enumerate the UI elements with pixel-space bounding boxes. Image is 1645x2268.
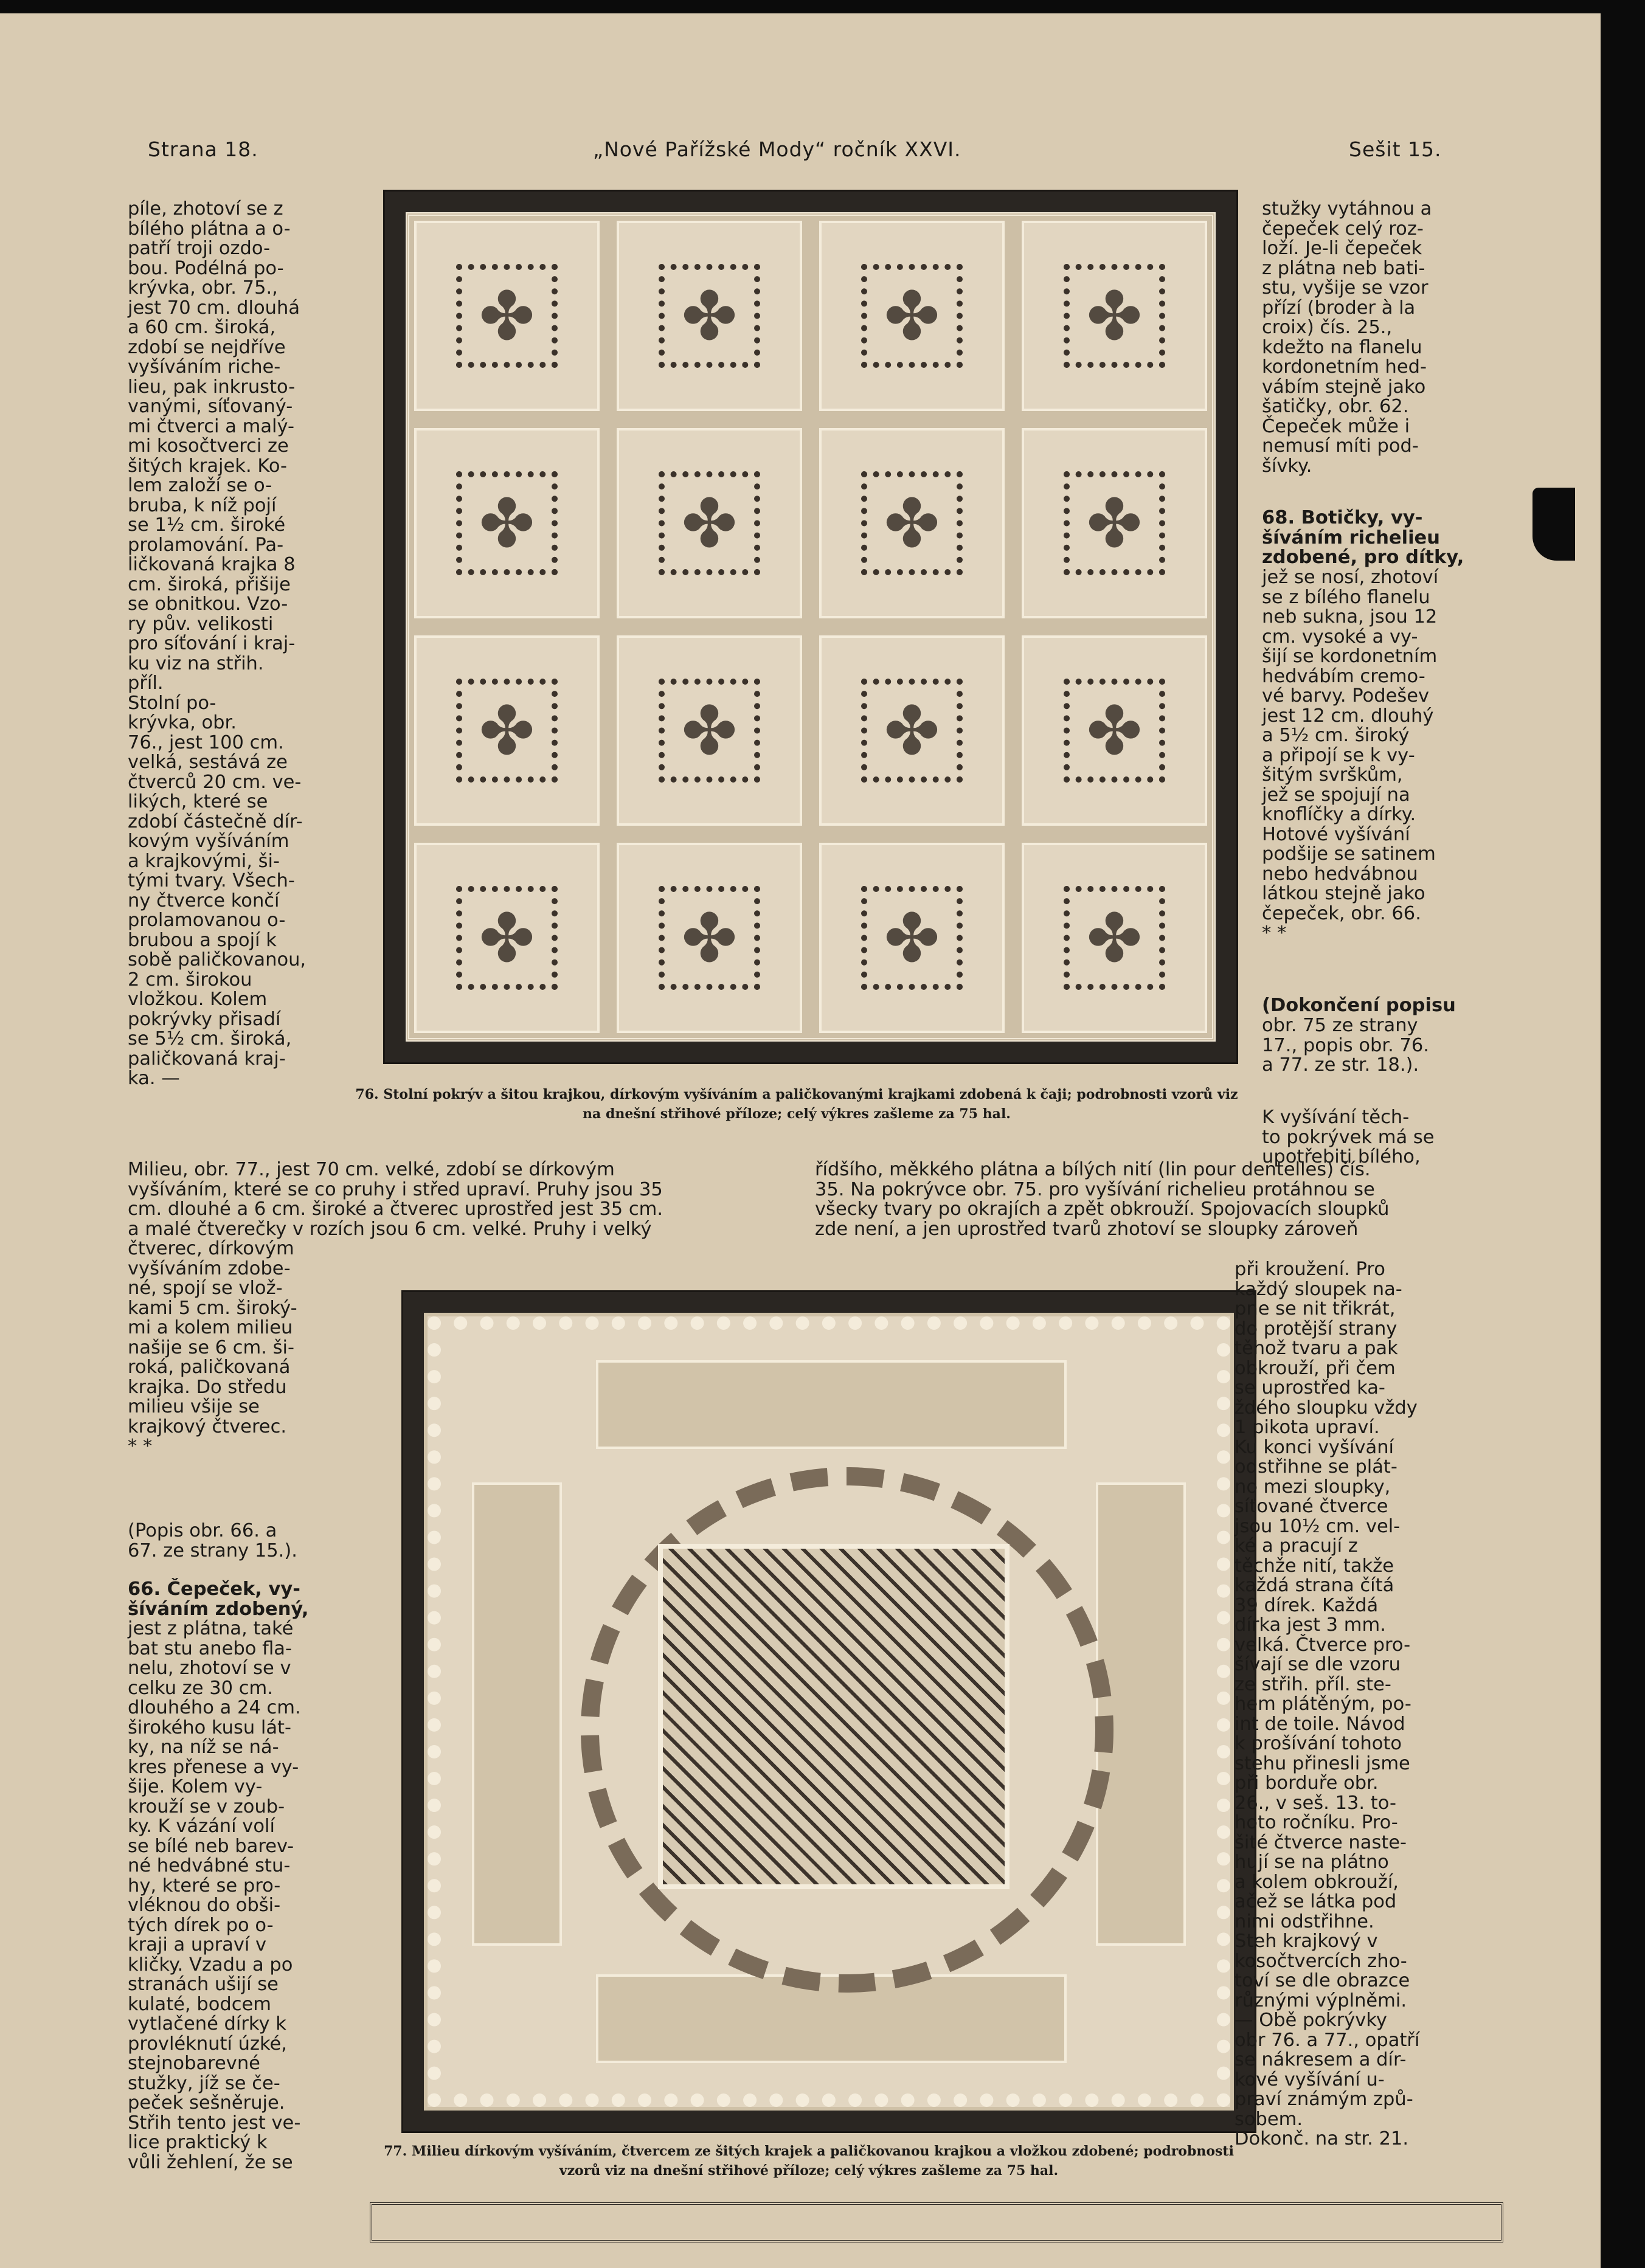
right-column-text-4: při kroužení. Pro každý sloupek na- pne se nit třikrát, do protější strany těhož tvaru a pak obkrouží, při čem se uprostřed ka- ždého sloupku vždy 1 pikota upraví. Ku konci vyšívání odstřihne se plát- no mezi sloupky, síťované čtverce jsou 10½ cm. vel- ké a pracují z těchže nití, takže každá strana čítá 39 dírek. Každá dírka jest 3 mm. velká. Čtverce pro- šívají se dle vzoru ze střih. příl. ste- hem plátěným, po- int de toile. Návod k prošívání tohoto stehu přinesli jsme při borduře obr. 26., v seš. 13. to- hoto ročníku. Pro- šité čtverce naste- hují se na plátno a kolem obkrouží, ačež se látka pod nimi odstřihne. Steh krajkový v kosočtvercích zho- toví se dle obrazce různými výplněmi. — Obě pokrývky obr 76. a 77., opatří se nákresem a dír- kové vyšívání u- praví známým způ- sobem. Dokonč. na str. 21.	[1235, 1259, 1420, 2149]
embroidered-band	[596, 1360, 1067, 1449]
heading-68: 68. Botičky, vy- šíváním richelieu zdobené, pro dítky,	[1262, 507, 1464, 568]
square-motif	[414, 843, 600, 1033]
square-motif	[617, 428, 802, 618]
square-motif	[1022, 221, 1207, 411]
caption-figure-77: 77. Milieu dírkovým vyšíváním, čtvercem ze šitých krajek a paličkovanou krajkou a vložkou zdobené; podrobnosti vzorů viz na dnešní střihové příloze; celý výkres zašleme za 75 hal.	[384, 2143, 1234, 2179]
right-column-text-1: stužky vytáhnou a čepeček celý roz- loží. Je-li čepeček z plátna neb bati- stu, vyšije se vzor přízí (broder à la croix) čís. 25., kdežto na flanelu kordonetním hed- vábím stejně jako šatičky, obr. 62. Čepeček může i nemusí míti pod- šívky.	[1262, 198, 1432, 477]
square-motif	[617, 843, 802, 1033]
empty-frame	[370, 2202, 1503, 2242]
right-column-text-2: jež se nosí, zhotoví se z bílého flanelu neb sukna, jsou 12 cm. vysoké a vy- šijí se kordonetním hedvábím cremo- vé barvy. Podešev jest 12 cm. dlouhý a 5½ cm. široký a připojí se k vy- šitým svrškům, jež se spojují na knoflíčky a dírky. Hotové vyšívání podšije se satinem nebo hedvábnou látkou stejně jako čepeček, obr. 66. * *	[1262, 567, 1439, 944]
tablecloth-squares	[406, 212, 1216, 1042]
issue-number: Sešit 15.	[1349, 137, 1442, 161]
left-column-text-2: čtverec, dírkovým vyšíváním zdobe- né, spojí se vlož- kami 5 cm. široký- mi a kolem milieu našije se 6 cm. ši- roká, paličkovaná krajka. Do středu milieu všije se krajkový čtverec. * *	[128, 1238, 297, 1457]
square-motif	[819, 635, 1005, 826]
left-column-text: píle, zhotoví se z bílého plátna a o- patří troji ozdo- bou. Podélná po- krývka, obr. 75., jest 70 cm. dlouhá a 60 cm. široká, zdobí se nejdříve vyšíváním riche- lieu, pak inkrusto- vanými, síťovaný- mi čtverci a malý- mi kosočtverci ze šitých krajek. Ko- lem založí se o- bruba, k níž pojí se 1½ cm. široké prolamování. Pa- ličkovaná krajka 8 cm. široká, přišije se obnitkou. Vzo- ry pův. velikosti pro síťování i kraj- ku viz na střih. příl. Stolní po- krývka, obr. 76., jest 100 cm. velká, sestává ze čtverců 20 cm. ve- likých, které se zdobí částečně dír- kovým vyšíváním a krajkovými, ši- tými tvary. Všech- ny čtverce končí prolamovanou o- brubou a spojí k sobě paličkovanou, 2 cm. širokou vložkou. Kolem pokrývky přisadí se 5½ cm. široká, paličkovaná kraj- ka. —	[128, 198, 306, 1089]
lace-center-square	[658, 1544, 1009, 1890]
page-number: Strana 18.	[148, 137, 258, 161]
magazine-page	[0, 13, 1601, 2268]
running-title: „Nové Pařížské Mody“ ročník XXVI.	[593, 137, 961, 161]
figure-76-tablecloth	[383, 190, 1238, 1064]
heading-66: 66. Čepeček, vy- šíváním zdobený,	[128, 1578, 309, 1620]
square-motif	[617, 221, 802, 411]
heading-continuation: (Dokončení popisu	[1262, 995, 1456, 1016]
continuation-note: obr. 75 ze strany 17., popis obr. 76. a 77. ze str. 18.).	[1262, 1015, 1429, 1076]
square-motif	[1022, 843, 1207, 1033]
embroidered-band	[472, 1482, 562, 1946]
left-column-text-3: jest z plátna, také bat stu anebo fla- nelu, zhotoví se v celku ze 30 cm. dlouhého a 24 cm. širokého kusu lát- ky, na níž se ná- kres přenese a vy- šije. Kolem vy- krouží se v zoub- ky. K vázání volí se bílé neb barev- né hedvábné stu- hy, které se pro- vléknou do obši- tých dírek po o- kraji a upraví v kličky. Vzadu a po stranách ušijí se kulaté, bodcem vytlačené dírky k provléknutí úzké, stejnobarevné stužky, jíž se če- peček sešněruje. Střih tento jest ve- lice praktický k vůli žehlení, že se	[128, 1618, 301, 2173]
square-motif	[1022, 428, 1207, 618]
wide-paragraph-continuation: řídšího, měkkého plátna a bílých nití (lin pour dentelles) čís. 35. Na pokrývce obr. 75. pro vyšívání richelieu protáhnou se všecky tvary po okrajích a zpět obkrouží. Spojovacích sloupků zde není, a jen uprostřed tvarů zhotoví se sloupky zároveň	[815, 1159, 1390, 1240]
right-column-text-3: K vyšívání těch- to pokrývek má se upotřebiti bílého,	[1262, 1107, 1435, 1167]
square-motif	[819, 843, 1005, 1033]
square-motif	[819, 221, 1005, 411]
square-motif	[819, 428, 1005, 618]
reference-note: (Popis obr. 66. a 67. ze strany 15.).	[128, 1520, 297, 1561]
square-motif	[1022, 635, 1207, 826]
caption-figure-76: 76. Stolní pokrýv a šitou krajkou, dírkovým vyšíváním a paličkovanými krajkami zdobená k čaji; podrobnosti vzorů viz na dnešní střihové příloze; celý výkres zašleme za 75 hal.	[355, 1087, 1238, 1122]
square-motif	[414, 635, 600, 826]
binding-mark	[1532, 488, 1575, 561]
wide-paragraph-milieu: Milieu, obr. 77., jest 70 cm. velké, zdobí se dírkovým vyšíváním, které se co pruhy i střed upraví. Pruhy jsou 35 cm. dlouhé a 6 cm. široké a čtverec uprostřed jest 35 cm. a malé čtverečky v rozích jsou 6 cm. velké. Pruhy i velký	[128, 1159, 663, 1240]
milieu-cloth	[428, 1316, 1230, 2107]
square-motif	[617, 635, 802, 826]
figure-77-milieu	[401, 1290, 1256, 2133]
square-motif	[414, 221, 600, 411]
square-motif	[414, 428, 600, 618]
